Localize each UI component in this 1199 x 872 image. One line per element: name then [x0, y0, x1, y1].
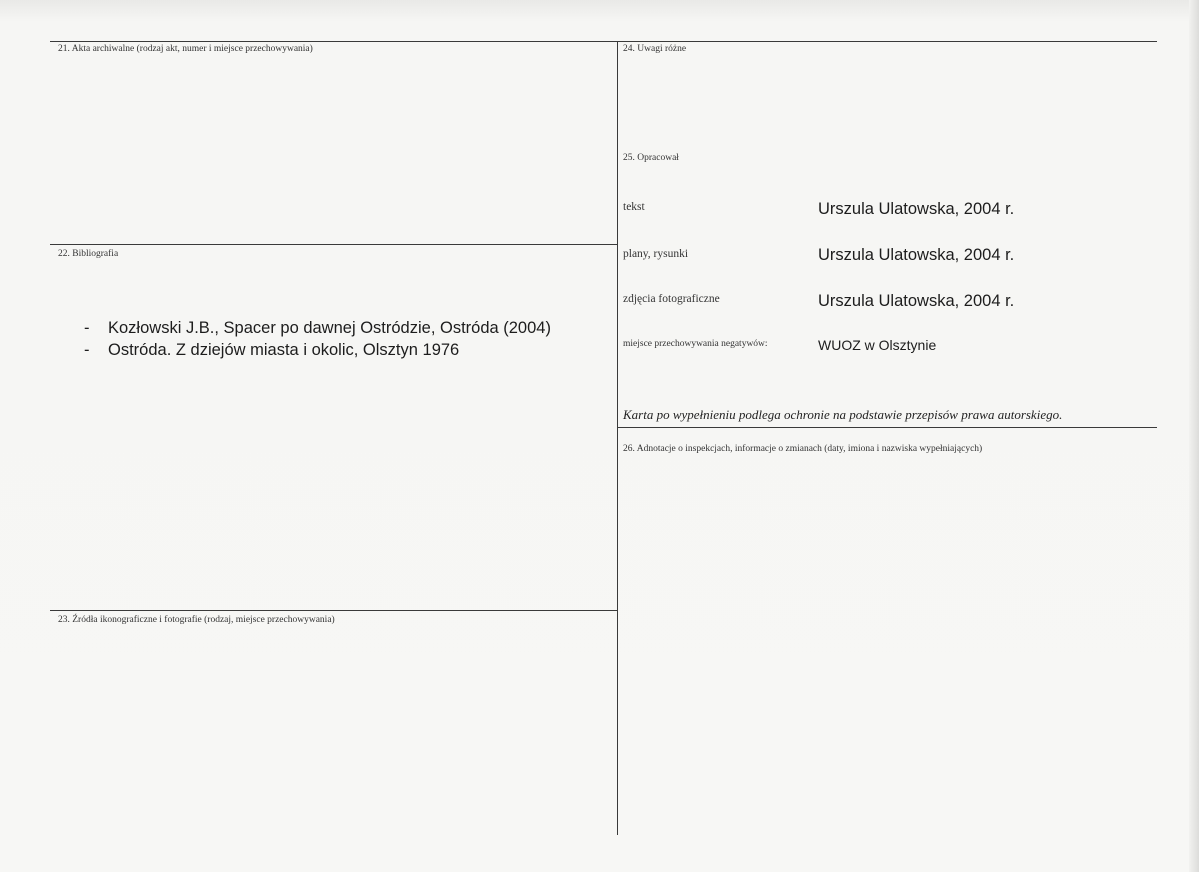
row-value-zdjecia: Urszula Ulatowska, 2004 r.: [818, 292, 1015, 310]
divider-22-23: [50, 610, 617, 611]
bibliography-item: [84, 340, 459, 360]
section-26-label: 26. Adnotacje o inspekcjach, informacje o zmianach (daty, imiona i nazwiska wypełniających): [623, 444, 983, 454]
bibliography-item: [84, 318, 551, 338]
list-dash: -: [84, 341, 90, 359]
row-value-tekst: Urszula Ulatowska, 2004 r.: [818, 200, 1015, 218]
section-25-label: 25. Opracował: [623, 153, 679, 163]
section-22-label: 22. Bibliografia: [58, 249, 119, 259]
paper-edge: [1189, 0, 1199, 872]
row-label-zdjecia: zdjęcia fotograficzne: [623, 293, 720, 305]
divider-25-26: [617, 427, 1157, 428]
section-21-label: 21. Akta archiwalne (rodzaj akt, numer i miejsce przechowywania): [58, 44, 313, 54]
row-label-plany: plany, rysunki: [623, 248, 689, 260]
row-value-negatywy: WUOZ w Olsztynie: [818, 337, 937, 353]
list-dash: -: [84, 319, 90, 337]
row-value-plany: Urszula Ulatowska, 2004 r.: [818, 246, 1015, 264]
section-24-label: 24. Uwagi różne: [623, 44, 687, 54]
copyright-note: Karta po wypełnieniu podlega ochronie na podstawie przepisów prawa autorskiego.: [623, 407, 1063, 422]
bibliography-text: Ostróda. Z dziejów miasta i okolic, Olsztyn 1976: [108, 341, 460, 359]
row-label-negatywy: miejsce przechowywania negatywów:: [623, 339, 768, 349]
section-23-label: 23. Źródła ikonograficzne i fotografie (rodzaj, miejsce przechowywania): [58, 615, 335, 625]
bibliography-text: Kozłowski J.B., Spacer po dawnej Ostródzie, Ostróda (2004): [108, 319, 551, 337]
column-divider: [617, 41, 618, 835]
divider-21-22: [50, 244, 617, 245]
top-border-line: [50, 41, 1157, 42]
row-label-tekst: tekst: [623, 201, 645, 213]
